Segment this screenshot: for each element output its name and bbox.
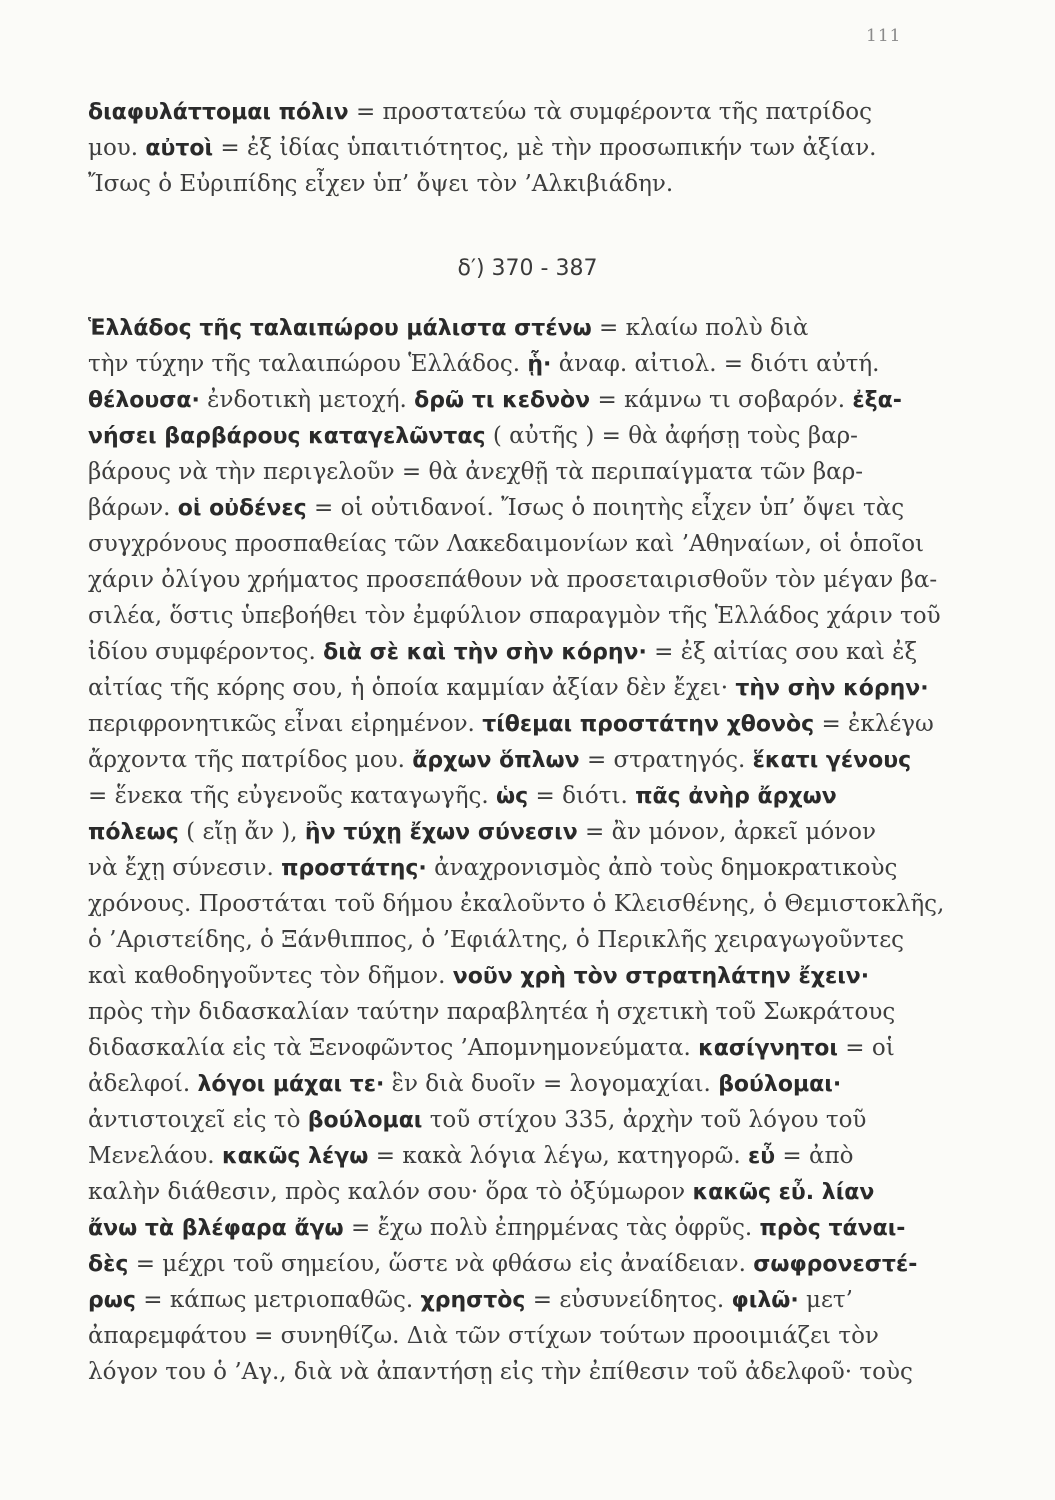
text-line [88,706,936,742]
lemma: λόγοι μάχαι τε· [197,1072,385,1097]
text-line [88,958,936,994]
gloss: = ἐκλέγω [814,711,934,737]
text-line [88,598,941,634]
gloss: ( εἴῃ ἄν ), [178,819,305,845]
gloss: αἰτίας τῆς κόρης σου, ἡ ὁποία καμμίαν ἀξίαν δὲν ἔχει· [88,675,736,701]
text-line [88,1066,936,1102]
lemma: δὲς [88,1252,129,1277]
lemma: ἄρχων ὅπλων [412,748,580,773]
text-line [88,382,936,418]
gloss: συγχρόνους προσπαθείας τῶν Λακεδαιμονίων καὶ ’Αθηναίων, οἱ ὁποῖοι [88,531,925,557]
gloss: νὰ ἔχῃ σύνεσιν. [88,855,282,881]
gloss: τὴν τύχην τῆς ταλαιπώρου Ἑλλάδος. [88,351,528,377]
lemma: ὡς [496,784,529,809]
gloss: σιλέα, ὅστις ὑπεβοήθει τὸν ἐμφύλιον σπαραγμὸν τῆς Ἑλλάδος χάριν τοῦ [88,603,941,629]
gloss: καὶ καθοδηγοῦντες τὸν δῆμον. [88,963,453,989]
gloss: ἐνδοτικὴ μετοχή. [199,387,415,413]
text-line [88,634,936,670]
gloss: διδασκαλία εἰς τὰ Ξενοφῶντος ’Απομνημονεύματα. [88,1035,699,1061]
text-line [88,454,936,490]
lemma: ρως [88,1288,136,1313]
gloss: βάρους νὰ τὴν περιγελοῦν = θὰ ἀνεχθῇ τὰ περιπαίγματα τῶν βαρ- [88,459,863,485]
gloss: ἀναφ. αἰτιολ. = διότι αὐτή. [551,351,880,377]
lemma: οἱ οὐδένες [177,496,307,521]
gloss: = κάμνω τι σοβαρόν. [590,387,853,413]
text-line [88,310,936,346]
gloss: = ἕνεκα τῆς εὐγενοῦς καταγωγῆς. [88,783,496,809]
gloss: = ἔχω πολὺ ἐπηρμένας τὰς ὀφρῦς. [343,1215,760,1241]
gloss: ἰδίου συμφέροντος. [88,639,324,665]
text-line [88,346,936,382]
lemma: προστάτης· [281,856,427,881]
gloss: = ἐξ ἰδίας ὑπαιτιότητος, μὲ τὴν προσωπικήν των ἀξίαν. [213,135,877,161]
lemma: εὖ [748,1144,776,1169]
lemma: ἐξα- [852,388,902,413]
gloss: = διότι. [528,783,636,809]
text-line [88,1210,936,1246]
gloss: = ἂν μόνον, ἀρκεῖ μόνον [577,819,876,845]
lemma: θέλουσα· [88,388,200,413]
text-line [88,922,936,958]
gloss: = ἐξ αἰτίας σου καὶ ἐξ [646,639,918,665]
text-line [88,1246,936,1282]
text-line [88,166,936,202]
text-line [88,1102,936,1138]
gloss: ἀδελφοί. [88,1071,198,1097]
text-line [88,814,936,850]
text-line [88,850,936,886]
text-line [88,742,936,778]
text-line [88,1030,936,1066]
gloss: ( αὐτῆς ) = θὰ ἀφήσῃ τοὺς βαρ- [485,423,858,449]
lemma: νοῦν χρὴ τὸν στρατηλάτην ἔχειν· [452,964,870,989]
lemma: βούλομαι [307,1108,423,1133]
gloss: ἀντιστοιχεῖ εἰς τὸ [88,1107,308,1133]
lemma: κασίγνητοι [698,1036,838,1061]
text-line [88,1354,936,1390]
gloss: = εὐσυνείδητος. [525,1287,732,1313]
gloss: χρόνους. Προστάται τοῦ δήμου ἐκαλοῦντο ὁ Κλεισθένης, ὁ Θεμιστοκλῆς, [88,891,945,917]
gloss: τοῦ στίχου 335, ἀρχὴν τοῦ λόγου τοῦ [422,1107,867,1133]
gloss: χάριν ὀλίγου χρήματος προσεπάθουν νὰ προσεταιρισθοῦν τὸν μέγαν βα- [88,567,938,593]
gloss: ἓν διὰ δυοῖν = λογομαχίαι. [384,1071,719,1097]
lemma: διὰ σὲ καὶ τὴν σὴν κόρην· [323,640,647,665]
text-line [88,130,936,166]
text-line [88,1282,936,1318]
text-line [88,94,936,130]
gloss: = μέχρι τοῦ σημείου, ὥστε νὰ φθάσω εἰς ἀναίδειαν. [128,1251,754,1277]
lemma: φιλῶ· [731,1288,799,1313]
gloss: ἄρχοντα τῆς πατρίδος μου. [88,747,413,773]
lemma: σωφρονεστέ- [753,1252,918,1277]
lemma: πόλεως [88,820,179,845]
lemma: αὐτοὶ [145,136,214,161]
text-line [88,670,936,706]
gloss: μου. [88,135,146,161]
text-line [88,886,945,922]
gloss: Ἴσως ὁ Εὐριπίδης εἶχεν ὑπ’ ὄψει τὸν ’Αλκιβιάδην. [88,171,674,197]
lemma: κακῶς εὖ. λίαν [692,1180,875,1205]
text-line [88,1174,936,1210]
gloss: = οἱ [837,1035,895,1061]
lemma: βούλομαι· [718,1072,842,1097]
gloss: καλὴν διάθεσιν, πρὸς καλόν σου· ὅρα τὸ ὀξύμωρον [88,1179,693,1205]
text-line [88,490,936,526]
intro-text [88,94,936,202]
lemma: τίθεμαι προστάτην χθονὸς [482,712,815,737]
gloss: Μενελάου. [88,1143,222,1169]
lemma: ἢν τύχῃ ἔχων σύνεσιν [304,820,578,845]
lemma: ᾗ· [527,352,552,377]
text-line [88,778,936,814]
lemma: τὴν σὴν κόρην· [735,676,929,701]
lemma: διαφυλάττομαι πόλιν [88,100,349,125]
gloss: = ἀπὸ [775,1143,854,1169]
body-text [88,310,945,1390]
gloss: λόγον του ὁ ’Αγ., διὰ νὰ ἀπαντήσῃ εἰς τὴν ἐπίθεσιν τοῦ ἀδελφοῦ· τοὺς [88,1359,913,1385]
text-line [88,562,936,598]
gloss: = κακὰ λόγια λέγω, κατηγορῶ. [368,1143,748,1169]
gloss: = προστατεύω τὰ συμφέροντα τῆς πατρίδος [348,99,872,125]
page-number: 111 [866,26,902,46]
gloss: = κλαίω πολὺ διὰ [591,315,809,341]
lemma: νήσει βαρβάρους καταγελῶντας [88,424,486,449]
gloss: = οἱ οὐτιδανοί. Ἴσως ὁ ποιητὴς εἶχεν ὑπ’ ὄψει τὰς [306,495,905,521]
gloss: περιφρονητικῶς εἶναι εἰρημένον. [88,711,483,737]
text-line [88,1138,936,1174]
lemma: ἄνω τὰ βλέφαρα ἄγω [88,1216,344,1241]
gloss: πρὸς τὴν διδασκαλίαν ταύτην παραβλητέα ἡ σχετικὴ τοῦ Σωκράτους [88,999,896,1025]
gloss: μετ’ [798,1287,853,1313]
lemma: χρηστὸς [420,1288,526,1313]
gloss: ἀπαρεμφάτου = συνηθίζω. Διὰ τῶν στίχων τούτων προοιμιάζει τὸν [88,1323,879,1349]
lemma: ἕκατι γένους [752,748,912,773]
gloss: βάρων. [88,495,178,521]
gloss: = στρατηγός. [579,747,753,773]
text-line [88,418,936,454]
section-heading: δ′) 370 - 387 [457,256,598,281]
gloss: = κάπως μετριοπαθῶς. [135,1287,421,1313]
lemma: πρὸς τάναι- [759,1216,906,1241]
gloss: ὁ ’Αριστείδης, ὁ Ξάνθιππος, ὁ ’Εφιάλτης, ὁ Περικλῆς χειραγωγοῦντες [88,927,905,953]
text-line [88,994,936,1030]
gloss: ἀναχρονισμὸς ἀπὸ τοὺς δημοκρατικοὺς [426,855,898,881]
lemma: δρῶ τι κεδνὸν [414,388,591,413]
lemma: Ἑλλάδος τῆς ταλαιπώρου μάλιστα στένω [88,316,592,341]
lemma: κακῶς λέγω [221,1144,369,1169]
text-line [88,1318,936,1354]
lemma: πᾶς ἀνὴρ ἄρχων [635,784,837,809]
text-line [88,526,936,562]
